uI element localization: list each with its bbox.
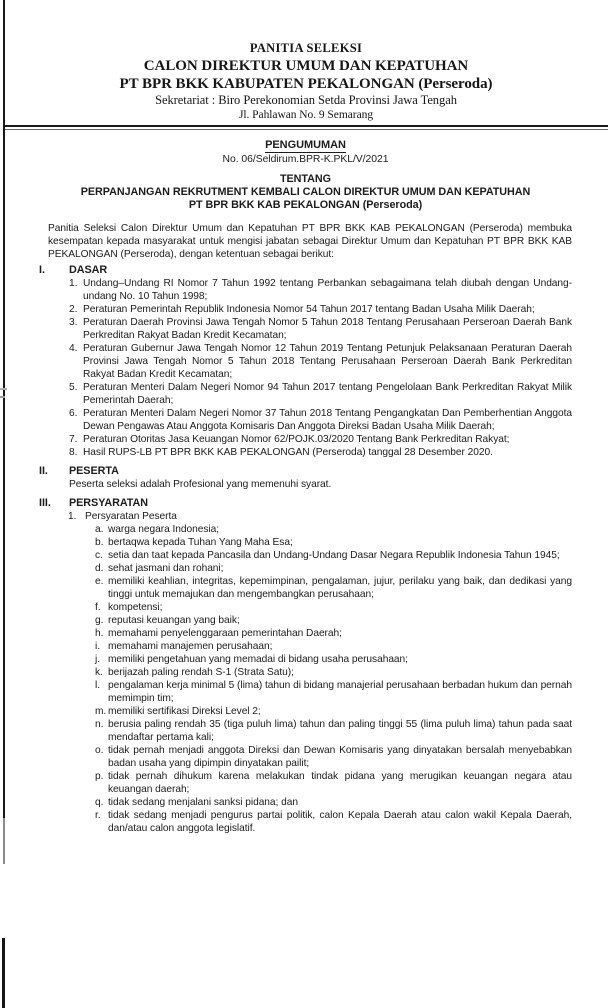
list-item (95, 523, 572, 536)
list-item-text: memiliki sertifikasi Direksi Level 2; (108, 706, 261, 717)
list-item (69, 277, 572, 303)
dasar-list (69, 277, 572, 459)
list-item (95, 575, 572, 601)
list-item-marker: i. (95, 641, 100, 652)
persyaratan-list (95, 523, 572, 835)
document-body (0, 138, 612, 835)
list-item-marker: a. (95, 524, 104, 535)
subsection-heading (68, 510, 572, 523)
list-item-marker: 7. (69, 434, 78, 445)
list-item (95, 744, 572, 770)
list-item-text: memahami manajemen perusahaan; (108, 641, 273, 652)
list-item-marker: 8. (69, 447, 78, 458)
list-item-marker: k. (95, 667, 103, 678)
section-title: DASAR (69, 264, 108, 276)
list-item (69, 446, 572, 459)
list-item-text: tidak sedang menjadi pengurus partai politik, calon Kepala Daerah atau calon wakil Kepala Daerah, dan/atau calon anggota legislatif. (108, 810, 572, 834)
list-item-text: Peraturan Gubernur Jawa Tengah Nomor 12 Tahun 2019 Tentang Petunjuk Pelaksanaan Peraturan Daerah Provinsi Jawa Tengah Nomor 5 Tahun 2018 Tentang Perusahaan Perseroan Daerah Bank Perkreditan Rakyat Badan Kredit Kecamatan; (83, 343, 572, 380)
list-item-text: berusia paling rendah 35 (tiga puluh lima) tahun dan paling tinggi 55 (lima puluh lima) tahun pada saat mendaftar pertama kali; (108, 719, 572, 743)
about-label: TENTANG (279, 173, 332, 185)
list-item-text: Peraturan Pemerintah Republik Indonesia Nomor 54 Tahun 2017 tentang Badan Usaha Milik Daerah; (83, 304, 535, 315)
section-persyaratan (39, 497, 572, 835)
list-item-text: bertaqwa kepada Tuhan Yang Maha Esa; (108, 537, 293, 548)
list-item-marker: n. (95, 719, 104, 730)
section-heading (39, 465, 572, 478)
list-item (95, 640, 572, 653)
list-item (95, 705, 572, 718)
list-item (69, 433, 572, 446)
list-item-text: memiliki keahlian, integritas, kepemimpinan, pengalaman, jujur, perilaku yang baik, dan dedikasi yang tinggi untuk memajukan dan mengembangkan perusahaan; (108, 576, 572, 600)
list-item (69, 407, 572, 433)
list-item-marker: d. (95, 563, 104, 574)
subsection-title: Persyaratan Peserta (85, 511, 177, 522)
list-item (95, 627, 572, 640)
subsection-number: 1. (68, 511, 77, 522)
section-numeral: II. (39, 465, 48, 477)
letterhead (0, 0, 612, 122)
list-item (95, 536, 572, 549)
list-item-marker: g. (95, 615, 104, 626)
list-item (69, 381, 572, 407)
list-item-marker: h. (95, 628, 104, 639)
secretariat-line: Sekretariat : Biro Perekonomian Setda Provinsi Jawa Tengah (155, 93, 457, 107)
list-item (95, 562, 572, 575)
list-item-text: Peraturan Menteri Dalam Negeri Nomor 94 Tahun 2017 tentang Pengelolaan Bank Perkreditan Rakyat Milik Pemerintah Daerah; (83, 382, 572, 406)
subject-line-2: PT BPR BKK KAB PEKALONGAN (Perseroda) (188, 199, 423, 211)
list-item (95, 679, 572, 705)
list-item-marker: j. (95, 654, 100, 665)
list-item-marker: o. (95, 745, 104, 756)
section-heading (39, 497, 572, 510)
document-title (39, 138, 572, 152)
list-item (95, 666, 572, 679)
list-item-marker: 2. (69, 304, 78, 315)
section-title: PERSYARATAN (69, 497, 149, 509)
scan-artifact-speck (0, 396, 5, 398)
list-item-text: Undang–Undang RI Nomor 7 Tahun 1992 tentang Perbankan sebagaimana telah diubah dengan Undang-undang No. 10 Tahun 1998; (83, 278, 572, 302)
list-item-marker: f. (95, 602, 101, 613)
list-item (95, 796, 572, 809)
list-item-text: reputasi keuangan yang baik; (108, 615, 240, 626)
list-item-marker: p. (95, 771, 104, 782)
list-item-text: warga negara Indonesia; (108, 524, 219, 535)
document-title-text: PENGUMUMAN (265, 139, 346, 151)
list-item-text: Peraturan Menteri Dalam Negeri Nomor 37 Tahun 2018 Tentang Pengangkatan Dan Pemberhentian Anggota Dewan Pengawas Atau Anggota Komisaris Dan Anggota Direksi Badan Usaha Milik Daerah; (83, 408, 572, 432)
committee-name: PANITIA SELEKSI (249, 41, 363, 55)
list-item-text: Hasil RUPS-LB PT BPR BKK KAB PEKALONGAN (Perseroda) tanggal 28 Desember 2020. (83, 447, 493, 458)
list-item-marker: 1. (69, 278, 78, 289)
list-item-text: memiliki pengetahuan yang memadai di bidang usaha perusahaan; (108, 654, 408, 665)
list-item-marker: b. (95, 537, 104, 548)
scan-artifact-line (3, 818, 5, 864)
document-number: No. 06/Seldirum.BPR-K.PKL/V/2021 (222, 154, 389, 165)
list-item (69, 342, 572, 381)
company-name: PT BPR BKK KABUPATEN PEKALONGAN (Perseroda) (119, 76, 493, 92)
list-item-text: pengalaman kerja minimal 5 (lima) tahun di bidang manajerial perusahaan berbadan hukum dan pernah memimpin tim; (108, 680, 572, 704)
section-dasar (39, 264, 572, 459)
position-title: CALON DIREKTUR UMUM DAN KEPATUHAN (143, 58, 469, 74)
scan-artifact-line (2, 938, 5, 1008)
list-item (95, 614, 572, 627)
list-item (69, 303, 572, 316)
list-item-marker: m. (95, 706, 107, 717)
section-numeral: III. (39, 497, 51, 509)
address-line: Jl. Pahlawan No. 9 Semarang (238, 109, 374, 121)
list-item-marker: e. (95, 576, 104, 587)
list-item-marker: 4. (69, 343, 78, 354)
list-item-marker: 3. (69, 317, 78, 328)
list-item-text: tidak pernah dihukum karena melakukan tindak pidana yang merugikan keuangan negara atau keuangan daerah; (108, 771, 572, 795)
subject-line-1: PERPANJANGAN REKRUTMENT KEMBALI CALON DIREKTUR UMUM DAN KEPATUHAN (80, 186, 531, 198)
list-item-text: tidak pernah menjadi anggota Direksi dan Dewan Komisaris yang dinyatakan bersalah menyebabkan badan usaha yang dipimpin dinyatakan pailit; (108, 745, 572, 769)
list-item-text: setia dan taat kepada Pancasila dan Undang-Undang Dasar Negara Republik Indonesia Tahun 1945; (108, 550, 560, 561)
list-item (95, 653, 572, 666)
scan-artifact-line (3, 0, 5, 818)
intro-paragraph: Panitia Seleksi Calon Direktur Umum dan Kepatuhan PT BPR BKK KAB PEKALONGAN (Perseroda) membuka kesempatan kepada masyarakat untuk mengisi jabatan sebagai Direktur Umum dan Kepatuhan PT BPR BKK KAB PEKALONGAN (Perseroda), dengan ketentuan sebagai berikut: (48, 223, 572, 260)
list-item-marker: r. (95, 810, 101, 821)
list-item (95, 718, 572, 744)
list-item-marker: q. (95, 797, 104, 808)
list-item-text: Peraturan Daerah Provinsi Jawa Tengah Nomor 5 Tahun 2018 Tentang Perusahaan Perseroan Daerah Bank Perkreditan Rakyat Badan Kredit Kecamatan; (83, 317, 572, 341)
letterhead-divider (4, 125, 608, 130)
section-heading (39, 264, 572, 277)
list-item-marker: 6. (69, 408, 78, 419)
section-peserta (39, 465, 572, 491)
list-item-text: Peraturan Otoritas Jasa Keuangan Nomor 62/POJK.03/2020 Tentang Bank Perkreditan Rakyat; (83, 434, 510, 445)
list-item-text: memahami penyelenggaraan pemerintahan Daerah; (108, 628, 342, 639)
list-item-marker: l. (95, 680, 100, 691)
list-item (69, 316, 572, 342)
section-numeral: I. (39, 264, 45, 276)
list-item-text: berijazah paling rendah S-1 (Strata Satu); (108, 667, 294, 678)
title-block (39, 138, 572, 212)
subject-block (39, 173, 572, 212)
list-item-marker: c. (95, 550, 103, 561)
list-item (95, 601, 572, 614)
list-item (95, 809, 572, 835)
list-item-marker: 5. (69, 382, 78, 393)
list-item-text: tidak sedang menjalani sanksi pidana; dan (108, 797, 298, 808)
scan-artifact-speck (0, 388, 7, 390)
list-item-text: sehat jasmani dan rohani; (108, 563, 224, 574)
list-item-text: kompetensi; (108, 602, 163, 613)
list-item (95, 770, 572, 796)
list-item (95, 549, 572, 562)
section-title: PESERTA (69, 465, 119, 477)
peserta-body: Peserta seleksi adalah Profesional yang memenuhi syarat. (69, 479, 332, 490)
